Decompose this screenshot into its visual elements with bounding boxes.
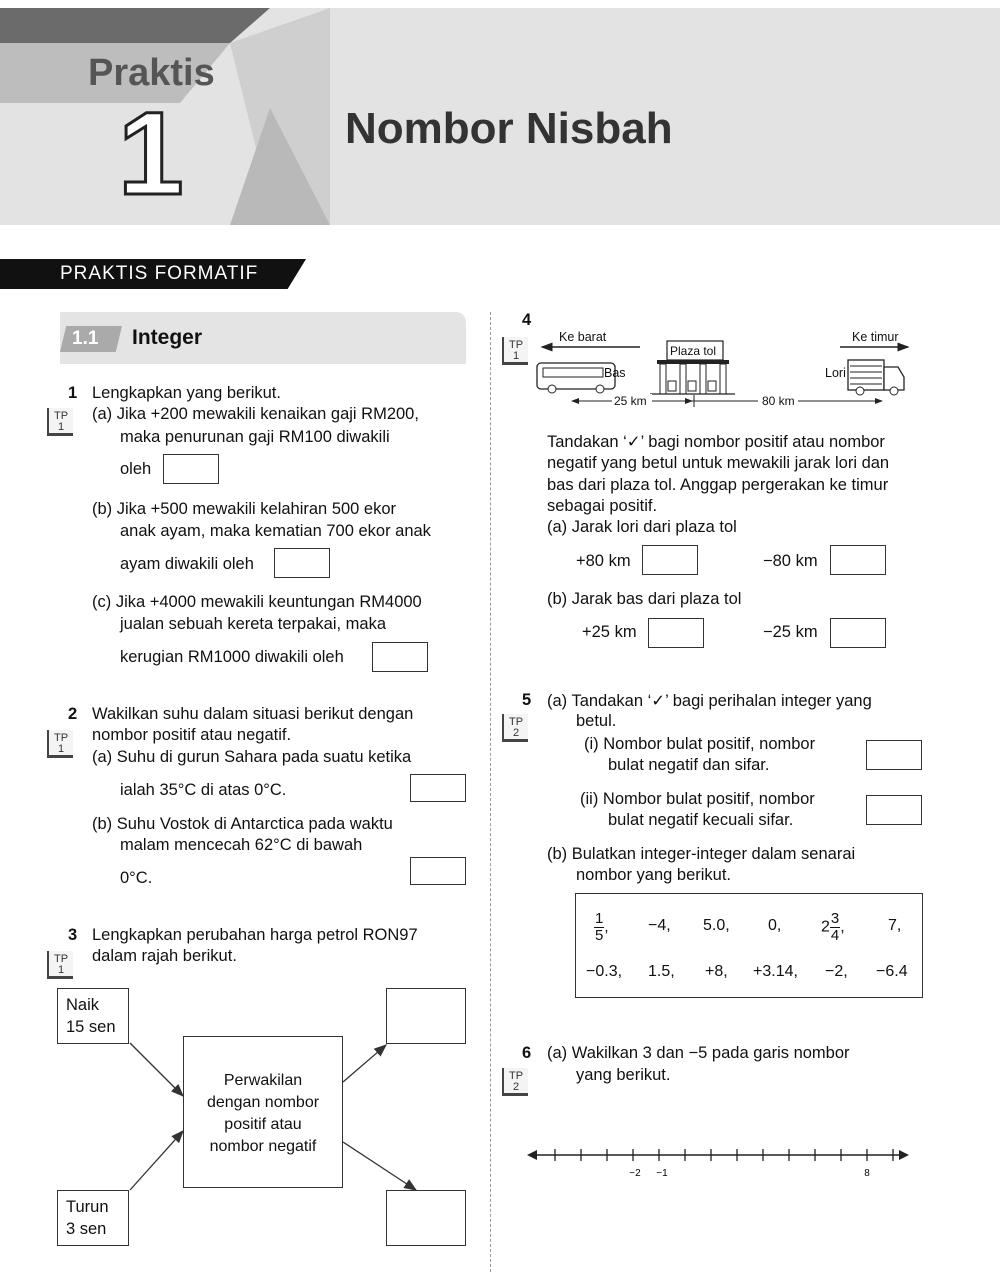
q2-line1: Wakilkan suhu dalam situasi berikut dengan	[92, 705, 414, 723]
q1b-line1: (b) Jika +500 mewakili kelahiran 500 ekor	[92, 500, 397, 518]
q3-turun-answer-box[interactable]	[386, 1190, 466, 1246]
q3-line1: Lengkapkan perubahan harga petrol RON97	[92, 926, 418, 944]
q1b-line3: ayam diwakili oleh	[120, 555, 254, 573]
q5b-item[interactable]: 1.5,	[648, 963, 675, 980]
q4-plaza-tol: Plaza tol	[670, 344, 717, 358]
tp-level: 2	[512, 727, 520, 739]
fraction-denominator: 4	[830, 927, 840, 944]
q5b-item[interactable]: 0,	[768, 917, 782, 934]
q2a-line2: ialah 35°C di atas 0°C.	[120, 781, 287, 799]
mixed-whole: 2	[821, 918, 830, 936]
q1-stem: Lengkapkan yang berikut.	[92, 384, 281, 402]
q5b-item[interactable]: 7,	[888, 917, 902, 934]
q5b-item[interactable]: −0.3,	[586, 963, 623, 980]
q1c-line3: kerugian RM1000 diwakili oleh	[120, 648, 344, 666]
tp-label: TP	[508, 1070, 524, 1082]
q4b-negative-checkbox[interactable]	[830, 618, 886, 648]
q4-bas: Bas	[604, 366, 626, 380]
tp-label: TP	[508, 339, 524, 351]
q3-number: 3	[68, 926, 78, 944]
center-line: dengan nombor	[206, 1094, 320, 1111]
q1a-line3: oleh	[120, 460, 152, 478]
chapter-number: 1	[118, 88, 184, 220]
q4-text-line3: bas dari plaza tol. Anggap pergerakan ke timur	[547, 476, 889, 494]
tick-label: −2	[629, 1168, 641, 1179]
column-divider	[490, 312, 491, 1272]
q5a-ii-line2: bulat negatif kecuali sifar.	[608, 811, 794, 829]
praktis-label: Praktis	[88, 52, 215, 94]
q1a-line1: (a) Jika +200 mewakili kenaikan gaji RM200,	[92, 405, 419, 423]
center-line: Perwakilan	[223, 1072, 303, 1089]
q6-number-line[interactable]	[525, 1140, 915, 1190]
q5b-item[interactable]: −4,	[648, 917, 671, 934]
q4b-label: (b) Jarak bas dari plaza tol	[547, 590, 742, 608]
q4b-positive-checkbox[interactable]	[648, 618, 704, 648]
q4-dist-right: 80 km	[762, 394, 795, 408]
q1-number: 1	[68, 384, 78, 402]
q5a-ii-line1: (ii) Nombor bulat positif, nombor	[580, 790, 815, 808]
q4a-label: (a) Jarak lori dari plaza tol	[547, 518, 737, 536]
tp-label: TP	[508, 716, 524, 728]
q3-turun-line1: Turun	[66, 1198, 109, 1216]
subsection-title: Integer	[132, 326, 203, 349]
q4-ke-barat: Ke barat	[559, 330, 607, 344]
tp-level: 1	[57, 964, 65, 976]
q4a-negative-checkbox[interactable]	[830, 545, 886, 575]
q1a-line2: maka penurunan gaji RM100 diwakili	[120, 428, 390, 446]
q4a-positive-checkbox[interactable]	[642, 545, 698, 575]
q6-line2: yang berikut.	[576, 1066, 671, 1084]
q3-naik-line1: Naik	[66, 996, 100, 1014]
tp-label: TP	[53, 732, 69, 744]
q1c-line2: jualan sebuah kereta terpakai, maka	[120, 615, 386, 633]
q4-lori: Lori	[825, 366, 846, 380]
q2-line2: nombor positif atau negatif.	[92, 726, 292, 744]
q2b-line1: (b) Suhu Vostok di Antarctica pada waktu	[92, 815, 393, 833]
q5b-line2: nombor yang berikut.	[576, 866, 732, 884]
tick-label: −1	[656, 1168, 668, 1179]
q6-number: 6	[522, 1044, 532, 1062]
q5a-ii-checkbox[interactable]	[866, 795, 922, 825]
tp-label: TP	[53, 410, 69, 422]
fraction-denominator: 5	[595, 927, 604, 944]
fraction-numerator: 3	[830, 910, 840, 927]
q2b-line2: malam mencecah 62°C di bawah	[120, 836, 363, 854]
q3-turun-line2: 3 sen	[66, 1220, 107, 1238]
comma: ,	[840, 918, 845, 936]
tp-label: TP	[53, 953, 69, 965]
q5b-item[interactable]: 5.0,	[703, 917, 730, 934]
q5b-item[interactable]: +3.14,	[753, 963, 798, 980]
q5a-i-line2: bulat negatif dan sifar.	[608, 756, 770, 774]
comma: ,	[604, 918, 609, 936]
q4-text-line1: Tandakan ‘✓’ bagi nombor positif atau nombor	[547, 433, 885, 451]
q4-text-line4: sebagai positif.	[547, 497, 658, 515]
q6-tp-badge	[502, 1068, 528, 1096]
subsection-number: 1.1	[72, 328, 99, 349]
q4b-option-positive: +25 km	[582, 623, 637, 641]
q1c-line1: (c) Jika +4000 mewakili keuntungan RM4000	[92, 593, 422, 611]
q5b-mixed-number[interactable]	[821, 911, 845, 944]
tick-label: 8	[864, 1168, 870, 1179]
q3-naik-answer-box[interactable]	[386, 988, 466, 1044]
q2a-line1: (a) Suhu di gurun Sahara pada suatu ketika	[92, 748, 412, 766]
tp-level: 1	[57, 421, 65, 433]
q4a-option-negative: −80 km	[763, 552, 818, 570]
chapter-title: Nombor Nisbah	[345, 104, 673, 153]
tp-level: 2	[512, 1081, 520, 1093]
q5b-item[interactable]: −6.4	[876, 963, 908, 980]
q3-center-text	[183, 1070, 343, 1158]
tp-level: 1	[512, 350, 520, 362]
q5a-i-line1: (i) Nombor bulat positif, nombor	[584, 735, 816, 753]
q2b-line3: 0°C.	[120, 869, 153, 887]
fraction-numerator: 1	[595, 910, 604, 927]
q4b-option-negative: −25 km	[763, 623, 818, 641]
q4-text-line2: negatif yang betul untuk mewakili jarak lori dan	[547, 454, 890, 472]
q4-dist-left: 25 km	[614, 394, 647, 408]
q5b-number-list-box	[575, 893, 923, 998]
q3-naik-line2: 15 sen	[66, 1018, 116, 1036]
q4-ke-timur: Ke timur	[852, 330, 899, 344]
section-banner-label: PRAKTIS FORMATIF	[60, 263, 259, 284]
q5b-item[interactable]: +8,	[705, 963, 728, 980]
q3-line2: dalam rajah berikut.	[92, 947, 237, 965]
q6-line1: (a) Wakilkan 3 dan −5 pada garis nombor	[547, 1044, 850, 1062]
q5a-line2: betul.	[576, 712, 617, 730]
tp-level: 1	[57, 743, 65, 755]
q5b-line1: (b) Bulatkan integer-integer dalam senarai	[547, 845, 856, 863]
q5b-item[interactable]: −2,	[825, 963, 848, 980]
q4-number: 4	[522, 311, 532, 329]
q5-tp-badge	[502, 714, 528, 742]
q4a-option-positive: +80 km	[576, 552, 631, 570]
q2-number: 2	[68, 705, 78, 723]
q5a-i-checkbox[interactable]	[866, 740, 922, 770]
q1b-line2: anak ayam, maka kematian 700 ekor anak	[120, 522, 431, 540]
q5a-line1: (a) Tandakan ‘✓’ bagi perihalan integer yang	[547, 692, 872, 710]
q5b-fraction-one-fifth[interactable]	[594, 911, 609, 944]
q5-number: 5	[522, 691, 532, 709]
center-line: positif atau	[224, 1116, 302, 1133]
center-line: nombor negatif	[209, 1138, 317, 1155]
